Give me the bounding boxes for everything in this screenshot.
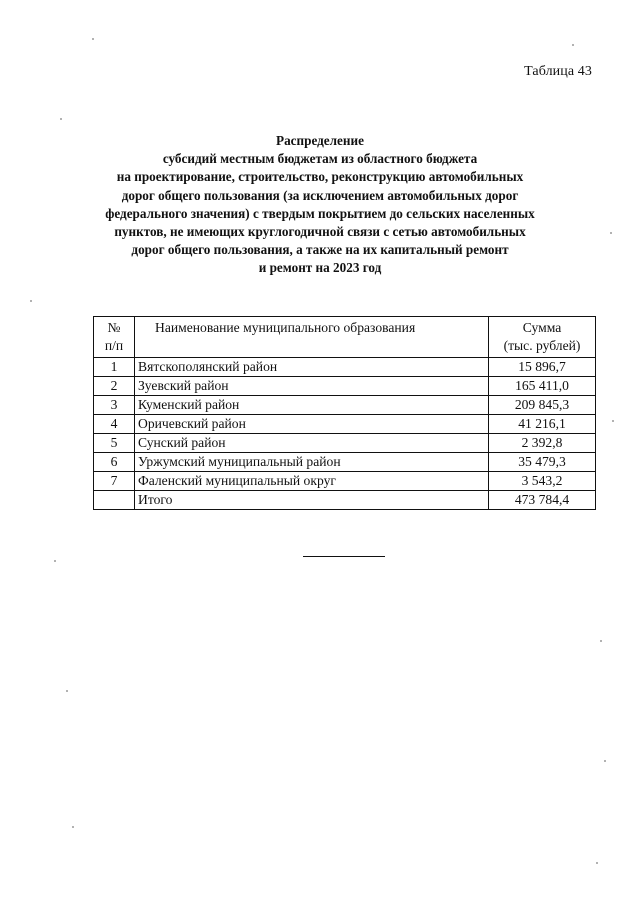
scan-speck: [54, 560, 56, 562]
header-num-line1: №: [107, 320, 121, 335]
row-name: Сунский район: [135, 434, 489, 453]
end-rule: [303, 556, 385, 557]
header-name-text: Наименование муниципального образования: [155, 320, 416, 335]
table-row: [94, 377, 596, 396]
scan-speck: [600, 640, 602, 642]
row-num: 5: [94, 434, 135, 453]
row-num: 3: [94, 396, 135, 415]
table-label: Таблица 43: [524, 64, 592, 79]
scan-speck: [60, 118, 62, 120]
table-row: [94, 358, 596, 377]
document-title: [0, 132, 640, 278]
total-label: Итого: [135, 491, 489, 510]
scan-speck: [572, 44, 574, 46]
header-sum-line2: (тыс. рублей): [503, 338, 581, 353]
row-num: 6: [94, 453, 135, 472]
scan-speck: [30, 300, 32, 302]
row-num: 4: [94, 415, 135, 434]
row-sum: 15 896,7: [489, 358, 596, 377]
scan-speck: [596, 862, 598, 864]
title-line: дорог общего пользования, а также на их капитальный ремонт: [131, 242, 509, 258]
header-sum: [489, 317, 596, 358]
table-total-row: [94, 491, 596, 510]
title-line: Распределение: [276, 133, 364, 148]
scan-speck: [604, 760, 606, 762]
scan-speck: [612, 420, 614, 422]
title-line: пунктов, не имеющих круглогодичной связи с сетью автомобильных: [114, 224, 526, 240]
row-sum: 2 392,8: [489, 434, 596, 453]
title-line: федерального значения) с твердым покрытием до сельских населенных: [105, 205, 535, 221]
title-line: и ремонт на 2023 год: [258, 260, 382, 276]
table-header-row: [94, 317, 596, 358]
row-num: 1: [94, 358, 135, 377]
table-row: [94, 396, 596, 415]
title-line: на проектирование, строительство, реконструкцию автомобильных: [116, 169, 524, 185]
scan-speck: [66, 690, 68, 692]
row-num: 2: [94, 377, 135, 396]
row-num: 7: [94, 472, 135, 491]
scan-speck: [610, 232, 612, 234]
row-sum: 165 411,0: [489, 377, 596, 396]
row-name: Куменский район: [135, 396, 489, 415]
header-num: [94, 317, 135, 358]
row-name: Зуевский район: [135, 377, 489, 396]
title-line: субсидий местным бюджетам из областного бюджета: [162, 151, 478, 167]
row-name: Оричевский район: [135, 415, 489, 434]
header-sum-line1: Сумма: [522, 320, 562, 335]
row-name: Фаленский муниципальный округ: [135, 472, 489, 491]
subsidy-table-container: [93, 316, 596, 510]
total-num: [94, 491, 135, 510]
header-num-line2: п/п: [104, 338, 124, 353]
scan-speck: [72, 826, 74, 828]
row-name: Уржумский муниципальный район: [135, 453, 489, 472]
table-row: [94, 434, 596, 453]
table-row: [94, 453, 596, 472]
title-line: дорог общего пользования (за исключением автомобильных дорог: [121, 187, 519, 203]
row-sum: 35 479,3: [489, 453, 596, 472]
table-row: [94, 415, 596, 434]
row-sum: 41 216,1: [489, 415, 596, 434]
row-sum: 209 845,3: [489, 396, 596, 415]
table-row: [94, 472, 596, 491]
total-sum: 473 784,4: [489, 491, 596, 510]
subsidy-table: [93, 316, 596, 510]
header-name: [135, 317, 489, 358]
row-name: Вятскополянский район: [135, 358, 489, 377]
row-sum: 3 543,2: [489, 472, 596, 491]
scan-speck: [92, 38, 94, 40]
